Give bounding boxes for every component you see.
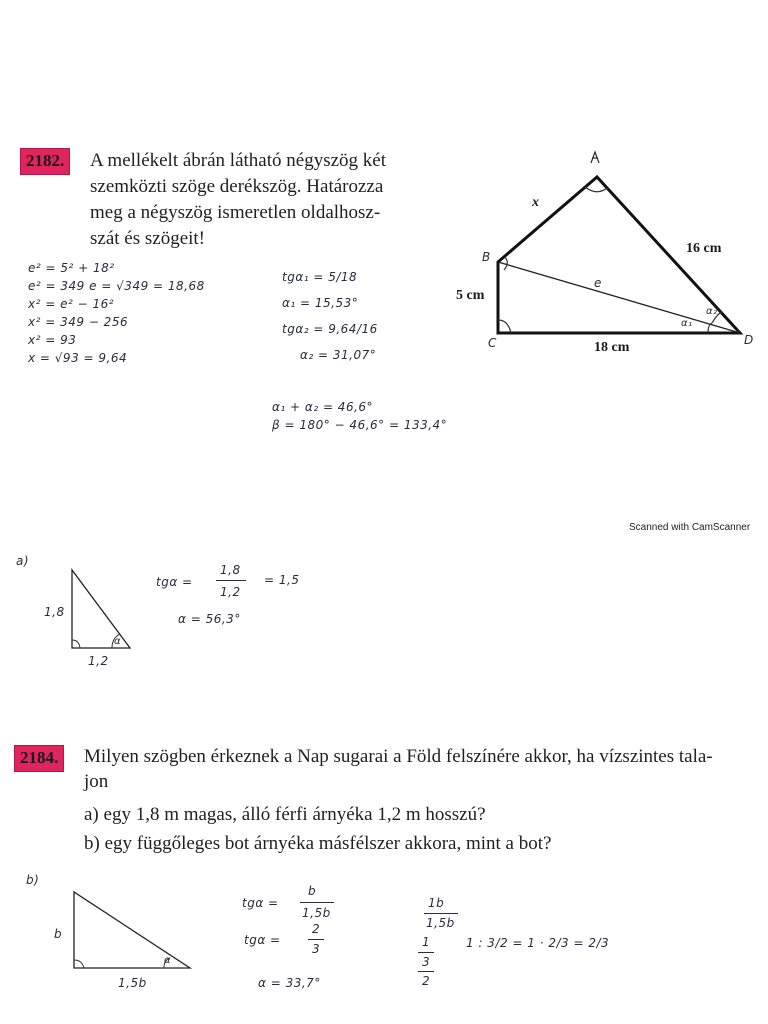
calc-b-bar1 — [300, 902, 334, 903]
triangle-b-side-bottom: 1,5b — [118, 976, 147, 990]
calc-b-side-num: 1b — [428, 896, 445, 910]
calc-b-chain-two: 2 — [422, 974, 431, 988]
part-a-label: a) — [16, 554, 30, 568]
problem-item-a: a) egy 1,8 m magas, álló férfi árnyéka 1,2 m hosszú? — [84, 804, 486, 825]
hand-line: x = √93 = 9,64 — [28, 351, 128, 365]
calc-b-num2: 2 — [312, 922, 321, 936]
hand-line: β = 180° − 46,6° = 133,4° — [272, 418, 448, 432]
calc-b-chain-three: 3 — [422, 955, 431, 969]
problem-text-line: szemközti szöge derékszög. Határozza — [90, 176, 384, 197]
figure-label-5cm: 5 cm — [456, 288, 485, 303]
figure-vertex-d: D — [744, 333, 754, 347]
calc-b-den2: 3 — [312, 942, 321, 956]
calc-b-den1: 1,5b — [302, 906, 331, 920]
calc-b-tg2: tgα = — [244, 933, 281, 947]
figure-label-alpha2: α₂ — [706, 306, 718, 317]
calc-b-chain-bar — [418, 952, 434, 953]
figure-label-18cm: 18 cm — [594, 340, 630, 355]
calc-b-tg1: tgα = — [242, 896, 279, 910]
part-b-label: b) — [26, 873, 40, 887]
triangle-b-right-angle — [74, 960, 84, 968]
triangle-a-angle-label: α — [114, 636, 122, 647]
hand-line: α₁ = 15,53° — [282, 296, 359, 310]
calc-a-numerator: 1,8 — [220, 563, 241, 577]
triangle-b-shape — [74, 892, 190, 968]
hand-line: x² = e² − 16² — [28, 297, 115, 311]
triangle-b-angle-label: α — [164, 955, 172, 966]
hand-line: e² = 5² + 18² — [28, 261, 115, 275]
problem-text-2184-line1: Milyen szögben érkeznek a Nap sugarai a Föld felszínére akkor, ha vízszintes tala- — [84, 746, 713, 767]
figure-label-16cm: 16 cm — [686, 241, 722, 256]
problem-item-b: b) egy függőleges bot árnyéka másfélszer akkora, mint a bot? — [84, 833, 552, 854]
figure-label-alpha1: α₁ — [681, 318, 693, 329]
figure-label-x: x — [532, 195, 539, 210]
figure-label-e: e — [594, 276, 602, 290]
calc-b-side-bar — [424, 913, 458, 914]
triangle-a-side-bottom: 1,2 — [88, 654, 109, 668]
problem-text-line: szát és szögeit! — [90, 228, 206, 249]
problem-text-line: A mellékelt ábrán látható négyszög két — [90, 150, 386, 171]
triangle-a-side-vertical: 1,8 — [44, 605, 65, 619]
hand-line: x² = 93 — [28, 333, 77, 347]
calc-a-result: = 1,5 — [264, 573, 300, 587]
hand-line: e² = 349 e = √349 = 18,68 — [28, 279, 205, 293]
calc-b-side-den: 1,5b — [426, 916, 455, 930]
hand-line: α₁ + α₂ = 46,6° — [272, 400, 374, 414]
hand-line: tgα₁ = 5/18 — [282, 270, 358, 284]
hand-line: x² = 349 − 256 — [28, 315, 129, 329]
figure-vertex-b: B — [482, 250, 491, 264]
problem-number-2184: 2184. — [14, 745, 64, 772]
hand-line: α₂ = 31,07° — [300, 348, 377, 362]
calc-a-tg: tgα = — [156, 575, 193, 589]
problem-number-2182: 2182. — [20, 148, 70, 175]
calc-a-denominator: 1,2 — [220, 585, 241, 599]
problem-text-line: meg a négyszög ismeretlen oldalhosz- — [90, 202, 381, 223]
calc-b-bar2 — [308, 939, 324, 940]
triangle-b-side-vertical: b — [54, 927, 63, 941]
calc-b-chain-result: 1 : 3/2 = 1 · 2/3 = 2/3 — [466, 936, 610, 950]
problem-text-2184-line2: jon — [84, 771, 109, 792]
hand-line: tgα₂ = 9,64/16 — [282, 322, 378, 336]
figure-vertex-c: C — [488, 336, 497, 350]
calc-b-chain-bar2 — [418, 971, 434, 972]
calc-b-num1: b — [308, 884, 317, 898]
calc-a-angle: α = 56,3° — [178, 612, 241, 626]
calc-b-chain-one: 1 — [422, 935, 431, 949]
calc-b-angle: α = 33,7° — [258, 976, 321, 990]
scanner-watermark: Scanned with CamScanner — [629, 522, 751, 533]
